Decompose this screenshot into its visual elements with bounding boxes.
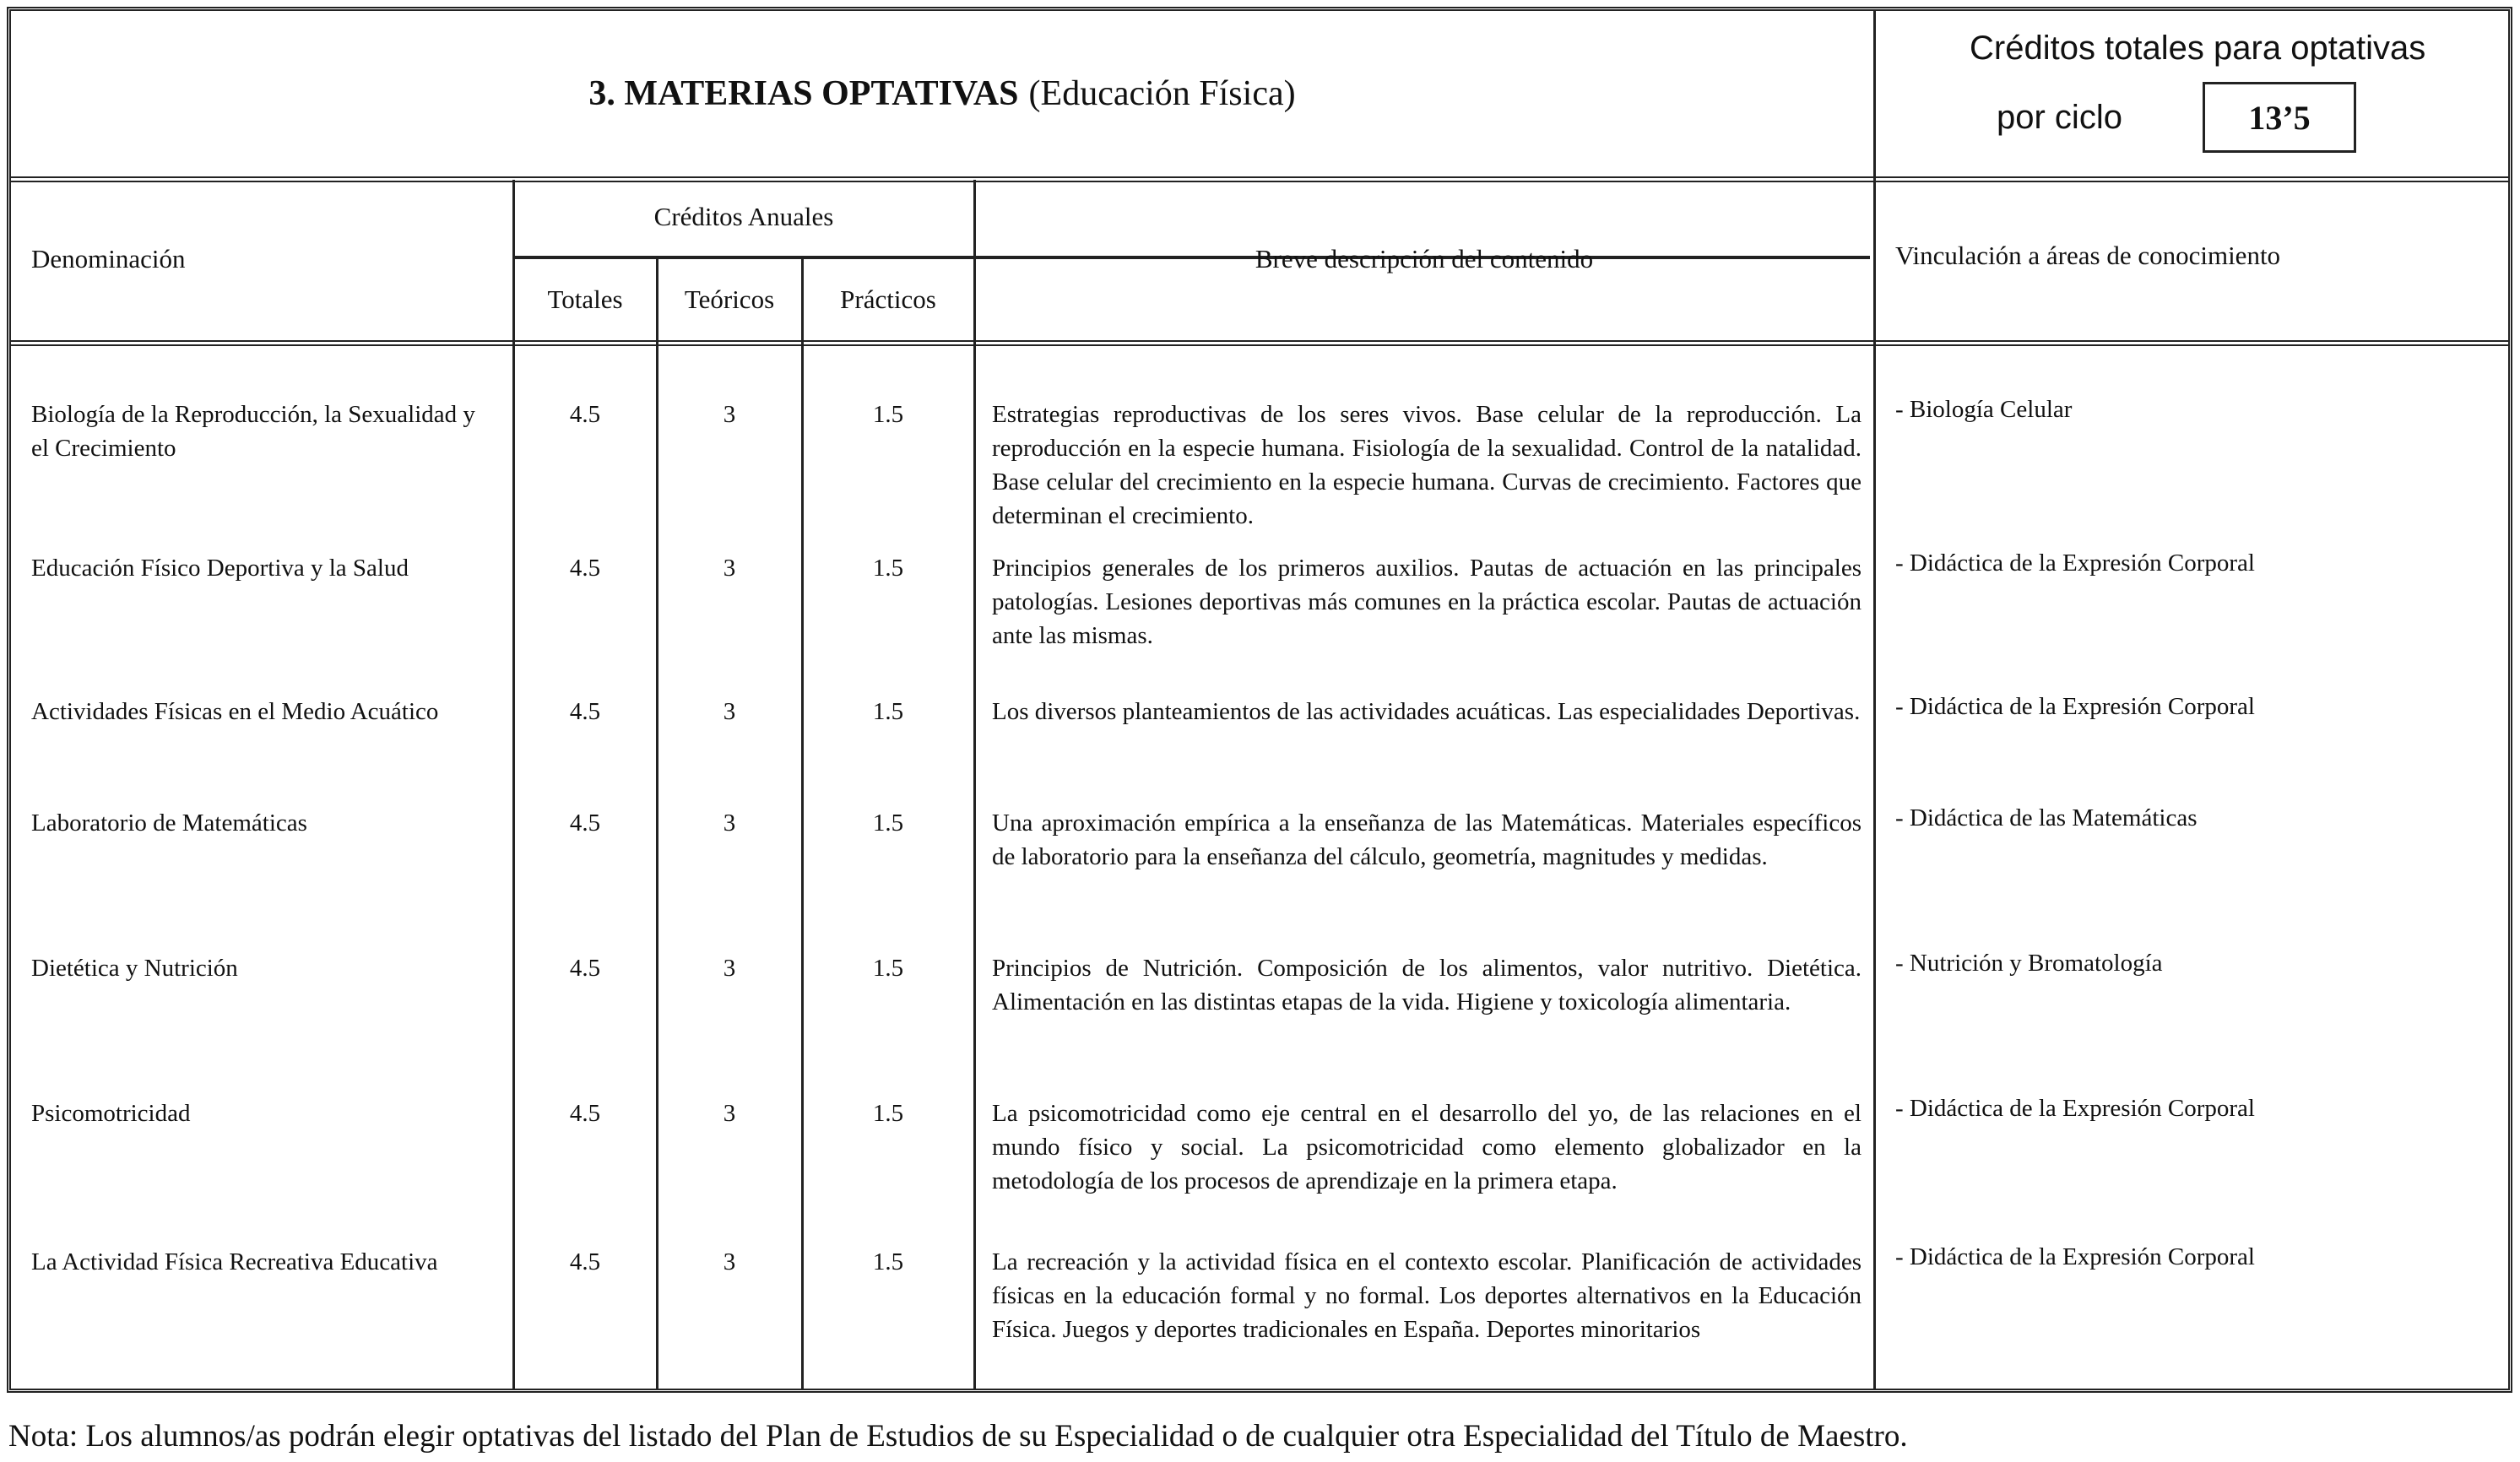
row-2-practicos: 1.5 bbox=[872, 555, 904, 582]
row-1-teoricos: 3 bbox=[723, 401, 736, 428]
row-3-teoricos: 3 bbox=[723, 698, 736, 725]
row-1-description: Estrategias reproductivas de los seres vivos. Base celular de la reproducción. La reproducción en la especie humana. Fisiología de la sexualidad. Control de la natalidad. Base celular del crecimiento en la especie humana. Curvas de crecimiento. Factores que determinan el crecimiento. bbox=[992, 401, 1862, 529]
row-5-practicos: 1.5 bbox=[872, 955, 904, 982]
row-5-name: Dietética y Nutrición bbox=[31, 955, 238, 982]
row-1-area: - Biología Celular bbox=[1895, 396, 2073, 423]
row-1-name: Biología de la Reproducción, la Sexualidad y el Crecimiento bbox=[31, 401, 475, 462]
column-divider-descripcion bbox=[973, 180, 976, 1389]
credits-label: Créditos totales para optativas bbox=[1970, 30, 2426, 67]
row-4-totales: 4.5 bbox=[569, 810, 601, 837]
row-6-area: - Didáctica de la Expresión Corporal bbox=[1895, 1095, 2255, 1122]
column-divider-credits-area bbox=[1873, 11, 1876, 1389]
row-5-totales: 4.5 bbox=[569, 955, 601, 982]
row-6-practicos: 1.5 bbox=[872, 1100, 904, 1127]
credits-cycle-label: por ciclo bbox=[1997, 99, 2122, 136]
header-vinculacion: Vinculación a áreas de conocimiento bbox=[1895, 241, 2281, 270]
row-5-description: Principios de Nutrición. Composición de los alimentos, valor nutritivo. Dietética. Alimentación en las distintas etapas de la vida. Higiene y toxicología alimentaria. bbox=[992, 955, 1862, 1015]
row-7-totales: 4.5 bbox=[569, 1248, 601, 1275]
footnote: Nota: Los alumnos/as podrán elegir optativas del listado del Plan de Estudios de su Especialidad o de cualquier otra Especialidad del Título de Maestro. bbox=[8, 1419, 1908, 1454]
row-6-name: Psicomotricidad bbox=[31, 1100, 191, 1127]
optativas-table bbox=[7, 7, 2512, 1393]
credits-value: 13’5 bbox=[2203, 82, 2356, 153]
header-teoricos: Teóricos bbox=[684, 284, 775, 314]
row-4-teoricos: 3 bbox=[723, 810, 736, 837]
row-1-practicos: 1.5 bbox=[872, 401, 904, 428]
row-1-totales: 4.5 bbox=[569, 401, 601, 428]
row-5-teoricos: 3 bbox=[723, 955, 736, 982]
row-7-name: La Actividad Física Recreativa Educativa bbox=[31, 1248, 438, 1275]
row-2-description: Principios generales de los primeros auxilios. Pautas de actuación en las principales patologías. Lesiones deportivas más comunes en la práctica escolar. Pautas de actuación ante las mismas. bbox=[992, 555, 1862, 649]
row-2-totales: 4.5 bbox=[569, 555, 601, 582]
column-divider-totales bbox=[512, 180, 515, 1389]
title-number: 3. MATERIAS OPTATIVAS bbox=[588, 74, 1019, 113]
row-2-area: - Didáctica de la Expresión Corporal bbox=[1895, 550, 2255, 577]
header-creditos-anuales: Créditos Anuales bbox=[653, 202, 834, 231]
row-7-area: - Didáctica de la Expresión Corporal bbox=[1895, 1243, 2255, 1270]
header-totales: Totales bbox=[547, 284, 623, 314]
row-5-area: - Nutrición y Bromatología bbox=[1895, 950, 2163, 977]
header-divider bbox=[11, 340, 2508, 346]
header-denominacion: Denominación bbox=[31, 244, 186, 273]
row-3-description: Los diversos planteamientos de las actividades acuáticas. Las especialidades Deportivas. bbox=[992, 698, 1861, 725]
page-title bbox=[11, 11, 1873, 176]
row-3-name: Actividades Físicas en el Medio Acuático bbox=[31, 698, 439, 725]
title-subtitle: (Educación Física) bbox=[1028, 74, 1296, 113]
row-6-teoricos: 3 bbox=[723, 1100, 736, 1127]
row-7-practicos: 1.5 bbox=[872, 1248, 904, 1275]
row-2-name: Educación Físico Deportiva y la Salud bbox=[31, 555, 409, 582]
row-3-practicos: 1.5 bbox=[872, 698, 904, 725]
row-4-description: Una aproximación empírica a la enseñanza de las Matemáticas. Materiales específicos de laboratorio para la enseñanza del cálculo, geometría, magnitudes y medidas. bbox=[992, 810, 1862, 870]
row-6-description: La psicomotricidad como eje central en el desarrollo del yo, de las relaciones en el mundo físico y social. La psicomotricidad como elemento globalizador en la metodología de los procesos de aprendizaje en la primera etapa. bbox=[992, 1100, 1862, 1194]
row-3-totales: 4.5 bbox=[569, 698, 601, 725]
row-7-teoricos: 3 bbox=[723, 1248, 736, 1275]
row-2-teoricos: 3 bbox=[723, 555, 736, 582]
row-3-area: - Didáctica de la Expresión Corporal bbox=[1895, 693, 2255, 720]
row-4-area: - Didáctica de las Matemáticas bbox=[1895, 804, 2198, 831]
header-descripcion: Breve descripción del contenido bbox=[1255, 244, 1594, 273]
header-practicos: Prácticos bbox=[840, 284, 936, 314]
row-4-name: Laboratorio de Matemáticas bbox=[31, 810, 307, 837]
row-7-description: La recreación y la actividad física en el contexto escolar. Planificación de actividades físicas en la educación formal y no formal. Los deportes alternativos en la Educación Física. Juegos y deportes tradicionales en España. Deportes minoritarios bbox=[992, 1248, 1862, 1343]
title-divider bbox=[11, 176, 2508, 182]
row-4-practicos: 1.5 bbox=[872, 810, 904, 837]
row-6-totales: 4.5 bbox=[569, 1100, 601, 1127]
